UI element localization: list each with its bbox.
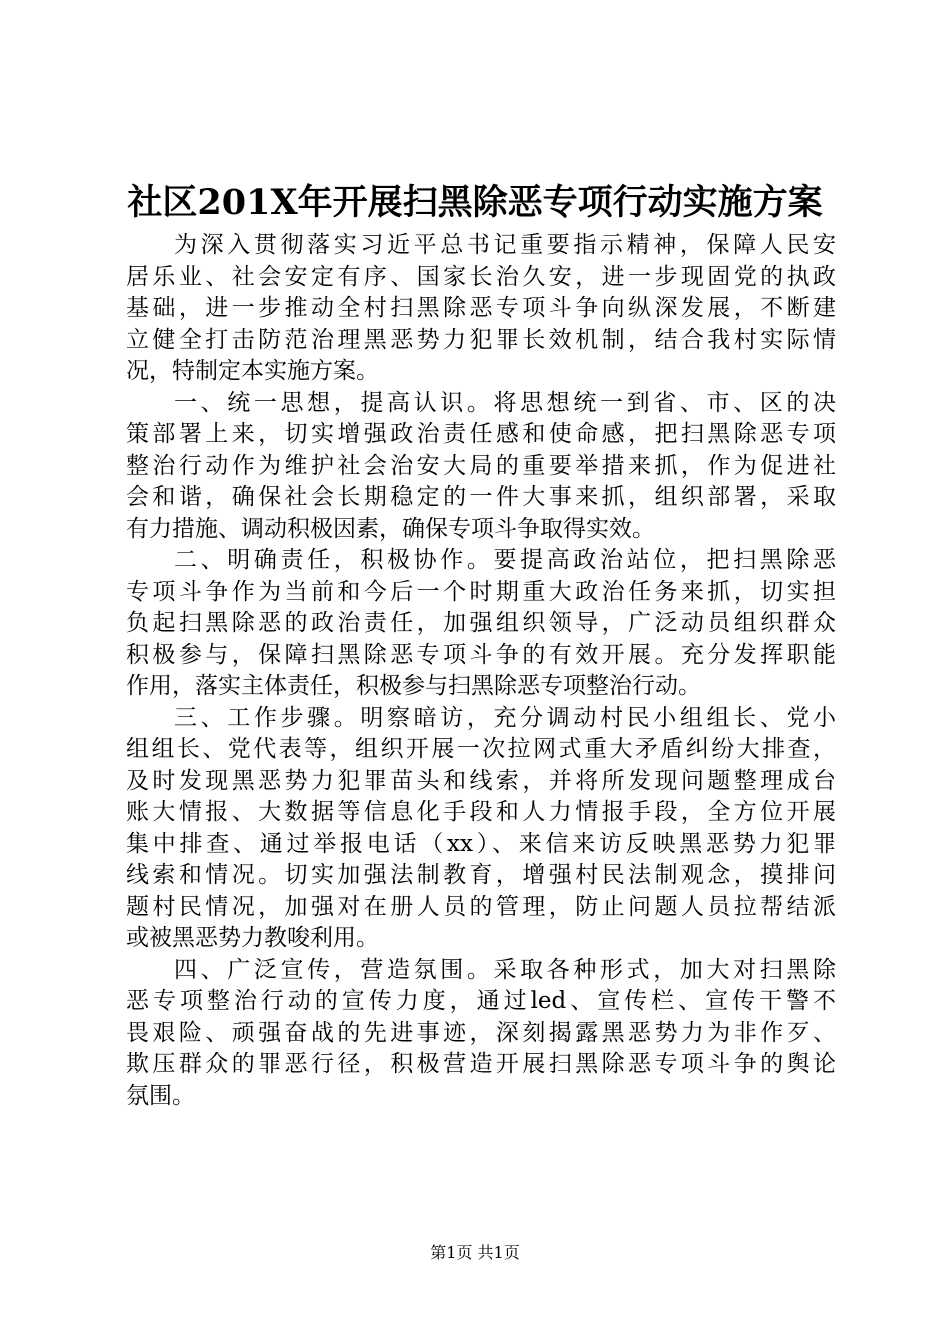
body-line: 策部署上来，切实增强政治责任感和使命感，把扫黑除恶专项 xyxy=(126,421,836,447)
body-line: 负起扫黑除恶的政治责任，加强组织领导，广泛动员组织群众 xyxy=(126,610,836,636)
body-line: 况，特制定本实施方案。 xyxy=(126,358,379,384)
body-line: 基础，进一步推动全村扫黑除恶专项斗争向纵深发展，不断建 xyxy=(126,295,836,321)
body-line: 积极参与，保障扫黑除恶专项斗争的有效开展。充分发挥职能 xyxy=(126,641,836,668)
body-line: 三、工作步骤。明察暗访，充分调动村民小组组长、党小 xyxy=(174,704,836,731)
body-line: 组组长、党代表等，组织开展一次拉网式重大矛盾纠纷大排查， xyxy=(126,736,836,762)
body-line: 线索和情况。切实加强法制教育，增强村民法制观念，摸排问 xyxy=(126,862,836,888)
body-line: 或被黑恶势力教唆利用。 xyxy=(126,925,379,951)
body-line: 及时发现黑恶势力犯罪苗头和线索，并将所发现问题整理成台 xyxy=(126,767,836,794)
page-footer: 第1页 共1页 xyxy=(430,1243,520,1262)
body-line: 整治行动作为维护社会治安大局的重要举措来抓，作为促进社 xyxy=(126,452,836,479)
body-line: 集中排查、通过举报电话（xx）、来信来访反映黑恶势力犯罪 xyxy=(126,830,836,857)
body-line: 作用，落实主体责任，积极参与扫黑除恶专项整治行动。 xyxy=(126,673,701,699)
body-line: 立健全打击防范治理黑恶势力犯罪长效机制，结合我村实际情 xyxy=(126,326,836,353)
body-line: 畏艰险、顽强奋战的先进事迹，深刻揭露黑恶势力为非作歹、 xyxy=(126,1019,836,1046)
body-line: 题村民情况，加强对在册人员的管理，防止问题人员拉帮结派 xyxy=(126,893,836,920)
body-line: 有力措施、调动积极因素，确保专项斗争取得实效。 xyxy=(126,515,655,542)
body-line: 氛围。 xyxy=(126,1082,195,1109)
body-line: 会和谐，确保社会长期稳定的一件大事来抓，组织部署，采取 xyxy=(126,484,836,510)
body-line: 欺压群众的罪恶行径，积极营造开展扫黑除恶专项斗争的舆论 xyxy=(126,1051,836,1077)
body-line: 一、统一思想，提高认识。将思想统一到省、市、区的决 xyxy=(174,389,836,416)
document-body xyxy=(126,230,836,1112)
body-line: 恶专项整治行动的宣传力度，通过led、宣传栏、宣传干警不 xyxy=(126,988,836,1014)
body-line: 账大情报、大数据等信息化手段和人力情报手段，全方位开展 xyxy=(126,799,836,825)
body-line: 专项斗争作为当前和今后一个时期重大政治任务来抓，切实担 xyxy=(126,578,836,605)
body-line: 二、明确责任，积极协作。要提高政治站位，把扫黑除恶 xyxy=(174,547,836,573)
body-line: 居乐业、社会安定有序、国家长治久安，进一步现固党的执政 xyxy=(126,263,836,290)
body-line: 为深入贯彻落实习近平总书记重要指示精神，保障人民安 xyxy=(174,232,836,258)
document-title: 社区201X年开展扫黑除恶专项行动实施方案 xyxy=(127,182,823,223)
body-line: 四、广泛宣传，营造氛围。采取各种形式，加大对扫黑除 xyxy=(174,956,836,983)
